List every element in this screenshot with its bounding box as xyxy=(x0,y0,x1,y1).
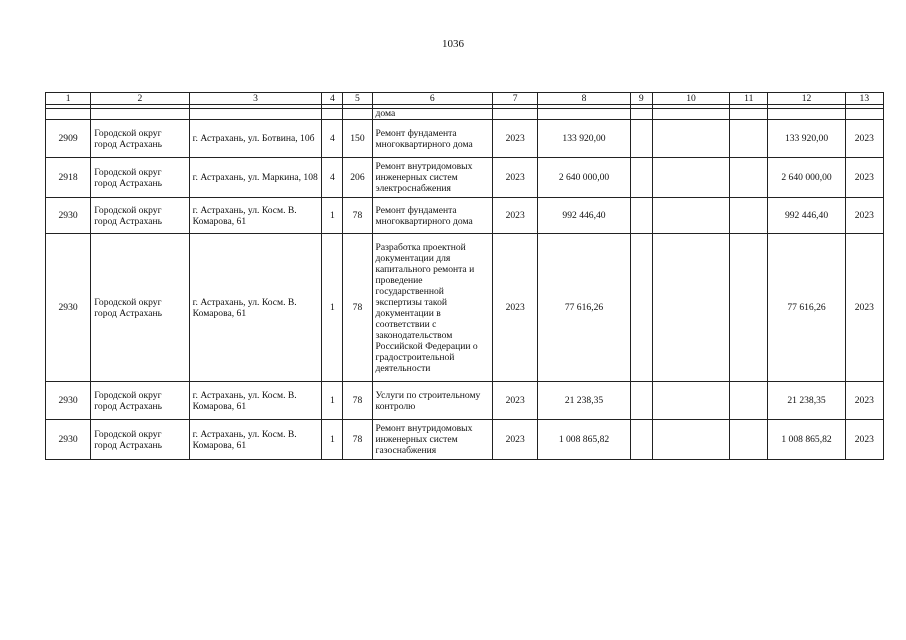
cell-col10 xyxy=(652,234,729,382)
cell-col10 xyxy=(652,198,729,234)
cell-col11 xyxy=(730,234,768,382)
cell-col4: 1 xyxy=(322,234,343,382)
cell-col11 xyxy=(730,420,768,460)
cell-col12: 21 238,35 xyxy=(768,382,845,420)
cell-work: Ремонт фундамента многоквартирного дома xyxy=(372,198,493,234)
cell-row-id: 2930 xyxy=(46,382,91,420)
cell-col9 xyxy=(630,120,652,158)
cell-col13: 2023 xyxy=(845,158,883,198)
cell-total: 21 238,35 xyxy=(538,382,630,420)
cell-col10 xyxy=(652,120,729,158)
capital-repair-table xyxy=(45,92,884,460)
cell-address: г. Астрахань, ул. Косм. В. Комарова, 61 xyxy=(189,382,322,420)
cell-address: г. Астрахань, ул. Ботвина, 10б xyxy=(189,120,322,158)
cell-work: Ремонт внутридомовых инженерных систем газоснабжения xyxy=(372,420,493,460)
cell-col13: 2023 xyxy=(845,120,883,158)
column-number: 3 xyxy=(189,93,322,105)
table-row xyxy=(46,382,884,420)
cell-col12: 1 008 865,82 xyxy=(768,420,845,460)
table-row xyxy=(46,198,884,234)
cell-col4: 4 xyxy=(322,158,343,198)
cell-col11 xyxy=(730,198,768,234)
cell-col5: 206 xyxy=(343,158,372,198)
cell-work: Разработка проектной документации для капитального ремонта и проведение государственной экспертизы такой документации в соответствии с законодательством Российской Федерации о градостроительной деятельности xyxy=(372,234,493,382)
cell-col9 xyxy=(630,382,652,420)
cell-col11 xyxy=(730,382,768,420)
cell-col12: 133 920,00 xyxy=(768,120,845,158)
table-row xyxy=(46,420,884,460)
column-number: 5 xyxy=(343,93,372,105)
cell-row-id: 2930 xyxy=(46,420,91,460)
cell-col9 xyxy=(630,234,652,382)
cell-col10 xyxy=(652,158,729,198)
cell-col13: 2023 xyxy=(845,234,883,382)
carryover-work-text: дома xyxy=(372,109,493,120)
cell-col12: 992 446,40 xyxy=(768,198,845,234)
cell-work: Ремонт фундамента многоквартирного дома xyxy=(372,120,493,158)
cell-col4: 1 xyxy=(322,198,343,234)
cell-total: 133 920,00 xyxy=(538,120,630,158)
cell-total: 2 640 000,00 xyxy=(538,158,630,198)
cell-col12: 2 640 000,00 xyxy=(768,158,845,198)
cell-municipality: Городской округ город Астрахань xyxy=(91,382,189,420)
cell-col11 xyxy=(730,120,768,158)
cell-work: Услуги по строительному контролю xyxy=(372,382,493,420)
cell-col11 xyxy=(730,158,768,198)
column-number-row xyxy=(46,93,884,105)
cell-address: г. Астрахань, ул. Косм. В. Комарова, 61 xyxy=(189,198,322,234)
cell-col9 xyxy=(630,198,652,234)
table-body xyxy=(46,93,884,460)
cell-address: г. Астрахань, ул. Маркина, 108 xyxy=(189,158,322,198)
cell-municipality: Городской округ город Астрахань xyxy=(91,198,189,234)
cell-address: г. Астрахань, ул. Косм. В. Комарова, 61 xyxy=(189,420,322,460)
cell-year: 2023 xyxy=(493,158,538,198)
page-number: 1036 xyxy=(442,38,464,50)
column-number: 9 xyxy=(630,93,652,105)
column-number: 2 xyxy=(91,93,189,105)
cell-col12: 77 616,26 xyxy=(768,234,845,382)
cell-total: 77 616,26 xyxy=(538,234,630,382)
cell-total: 992 446,40 xyxy=(538,198,630,234)
cell-municipality: Городской округ город Астрахань xyxy=(91,420,189,460)
column-number: 8 xyxy=(538,93,630,105)
column-number: 4 xyxy=(322,93,343,105)
cell-col13: 2023 xyxy=(845,382,883,420)
cell-year: 2023 xyxy=(493,420,538,460)
table-row xyxy=(46,234,884,382)
column-number: 10 xyxy=(652,93,729,105)
cell-row-id: 2918 xyxy=(46,158,91,198)
cell-work: Ремонт внутридомовых инженерных систем электроснабжения xyxy=(372,158,493,198)
cell-col9 xyxy=(630,420,652,460)
column-number: 13 xyxy=(845,93,883,105)
cell-col5: 150 xyxy=(343,120,372,158)
cell-address: г. Астрахань, ул. Косм. В. Комарова, 61 xyxy=(189,234,322,382)
cell-col4: 4 xyxy=(322,120,343,158)
cell-col4: 1 xyxy=(322,420,343,460)
cell-col5: 78 xyxy=(343,198,372,234)
cell-col13: 2023 xyxy=(845,198,883,234)
cell-year: 2023 xyxy=(493,198,538,234)
cell-row-id: 2930 xyxy=(46,234,91,382)
column-number: 6 xyxy=(372,93,493,105)
cell-col5: 78 xyxy=(343,382,372,420)
cell-col10 xyxy=(652,382,729,420)
column-number: 7 xyxy=(493,93,538,105)
table-row xyxy=(46,158,884,198)
cell-municipality: Городской округ город Астрахань xyxy=(91,120,189,158)
cell-col10 xyxy=(652,420,729,460)
cell-col5: 78 xyxy=(343,420,372,460)
column-number: 1 xyxy=(46,93,91,105)
carryover-row xyxy=(46,109,884,120)
cell-col13: 2023 xyxy=(845,420,883,460)
cell-municipality: Городской округ город Астрахань xyxy=(91,234,189,382)
cell-year: 2023 xyxy=(493,120,538,158)
column-number: 12 xyxy=(768,93,845,105)
cell-col9 xyxy=(630,158,652,198)
cell-total: 1 008 865,82 xyxy=(538,420,630,460)
cell-municipality: Городской округ город Астрахань xyxy=(91,158,189,198)
cell-col4: 1 xyxy=(322,382,343,420)
cell-col5: 78 xyxy=(343,234,372,382)
cell-year: 2023 xyxy=(493,382,538,420)
cell-row-id: 2909 xyxy=(46,120,91,158)
cell-year: 2023 xyxy=(493,234,538,382)
cell-row-id: 2930 xyxy=(46,198,91,234)
table-row xyxy=(46,120,884,158)
column-number: 11 xyxy=(730,93,768,105)
